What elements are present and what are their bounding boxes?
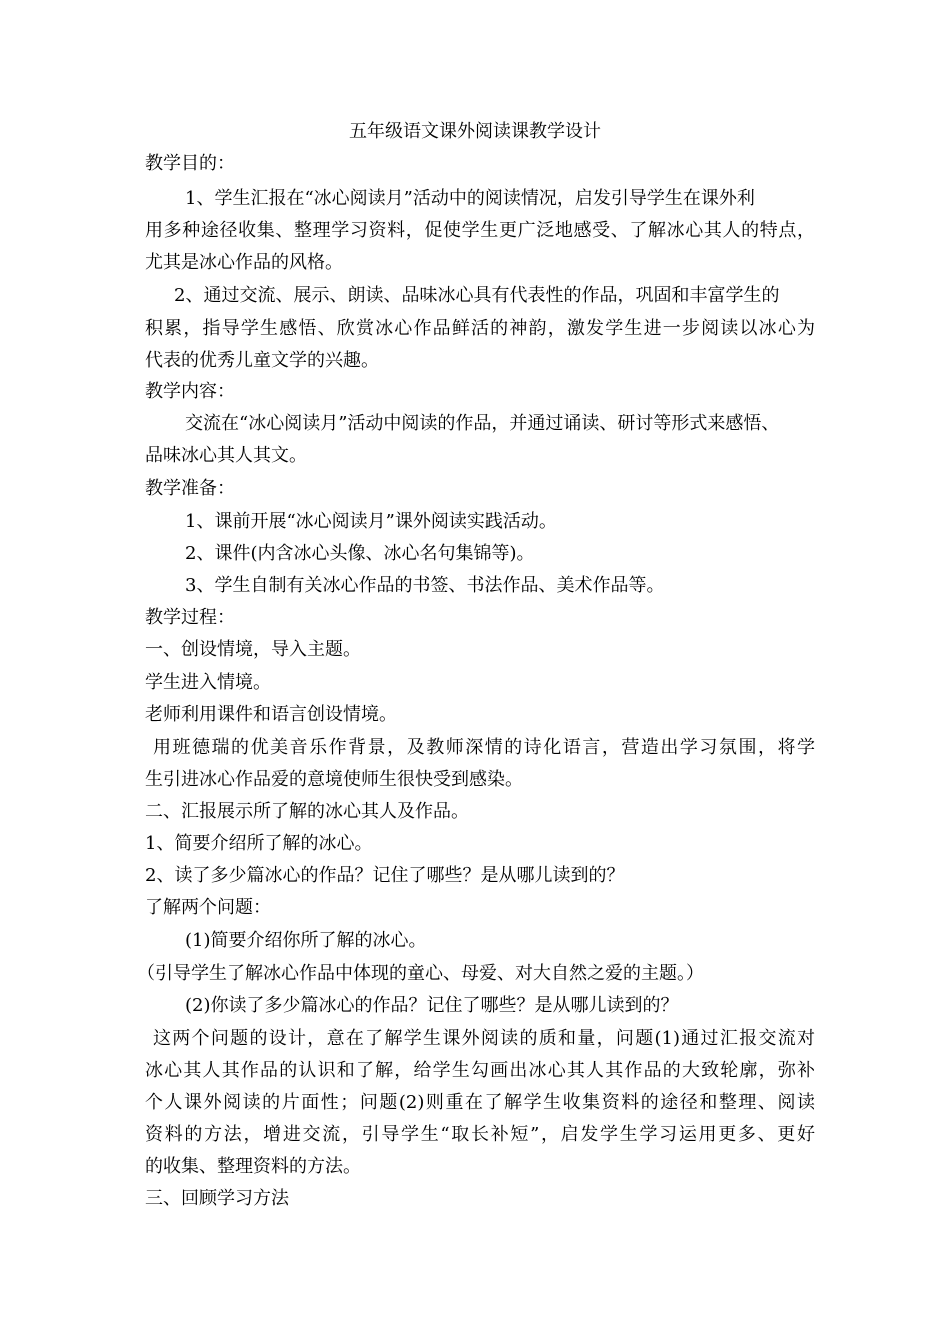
preparation-item-1: 1、课前开展“冰心阅读月”课外阅读实践活动。 <box>185 511 557 532</box>
section-2-line-understand: 了解两个问题： <box>145 897 271 918</box>
content-line-1: 交流在“冰心阅读月”活动中阅读的作品，并通过诵读、研讨等形式来感悟、 <box>185 413 780 434</box>
content-line-2: 品味冰心其人其文。 <box>145 445 307 466</box>
heading-teaching-process: 教学过程： <box>145 607 235 628</box>
section-2-question-2: (2)你读了多少篇冰心的作品？记住了哪些？是从哪儿读到的？ <box>185 995 679 1016</box>
section-1-line-1: 学生进入情境。 <box>145 672 271 693</box>
heading-teaching-preparation: 教学准备： <box>145 478 235 499</box>
goal-1-line-1: 1、学生汇报在“冰心阅读月”活动中的阅读情况，启发引导学生在课外利 <box>185 188 755 209</box>
section-2-paragraph-line-4: 资料的方法，增进交流，引导学生“取长补短”，启发学生学习运用更多、更好 <box>145 1124 815 1145</box>
preparation-item-2: 2、课件(内含冰心头像、冰心名句集锦等)。 <box>185 543 535 564</box>
heading-teaching-goals: 教学目的： <box>145 153 235 174</box>
goal-2-line-1: 2、通过交流、展示、朗读、品味冰心具有代表性的作品，巩固和丰富学生的 <box>174 285 780 306</box>
section-2-item-2: 2、读了多少篇冰心的作品？记住了哪些？是从哪儿读到的？ <box>145 865 625 886</box>
goal-2-line-3: 代表的优秀儿童文学的兴趣。 <box>145 350 379 371</box>
document-title: 五年级语文课外阅读课教学设计 <box>349 121 601 142</box>
goal-2-line-2: 积累，指导学生感悟、欣赏冰心作品鲜活的神韵，激发学生进一步阅读以冰心为 <box>145 318 815 339</box>
section-1-line-3: 用班德瑞的优美音乐作背景，及教师深情的诗化语言，营造出学习氛围，将学 <box>153 737 815 758</box>
section-2-note: （引导学生了解冰心作品中体现的童心、母爱、对大自然之爱的主题。） <box>137 963 704 984</box>
section-3-heading: 三、回顾学习方法 <box>145 1188 289 1209</box>
section-2-paragraph-line-1: 这两个问题的设计，意在了解学生课外阅读的质和量，问题(1)通过汇报交流对 <box>153 1028 815 1049</box>
section-1-line-4: 生引进冰心作品爱的意境使师生很快受到感染。 <box>145 769 523 790</box>
goal-1-line-3: 尤其是冰心作品的风格。 <box>145 252 343 273</box>
section-2-heading: 二、汇报展示所了解的冰心其人及作品。 <box>145 801 469 822</box>
preparation-item-3: 3、学生自制有关冰心作品的书签、书法作品、美术作品等。 <box>185 575 665 596</box>
heading-teaching-content: 教学内容： <box>145 381 235 402</box>
section-2-question-1: (1)简要介绍你所了解的冰心。 <box>185 930 427 951</box>
section-1-line-2: 老师利用课件和语言创设情境。 <box>145 704 397 725</box>
section-2-paragraph-line-5: 的收集、整理资料的方法。 <box>145 1156 361 1177</box>
section-1-heading: 一、创设情境，导入主题。 <box>145 639 361 660</box>
section-2-paragraph-line-2: 冰心其人其作品的认识和了解，给学生勾画出冰心其人其作品的大致轮廓，弥补 <box>145 1060 815 1081</box>
goal-1-line-2: 用多种途径收集、整理学习资料，促使学生更广泛地感受、了解冰心其人的特点， <box>145 220 815 241</box>
section-2-paragraph-line-3: 个人课外阅读的片面性；问题(2)则重在了解学生收集资料的途径和整理、阅读 <box>145 1092 815 1113</box>
section-2-item-1: 1、简要介绍所了解的冰心。 <box>145 833 373 854</box>
